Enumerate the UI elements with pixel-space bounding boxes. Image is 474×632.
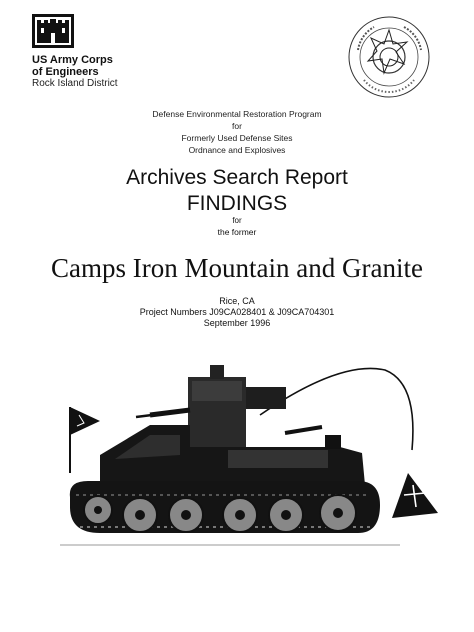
report-date: September 1996 (203, 318, 271, 328)
project-numbers: Project Numbers J09CA028401 & J09CA704301 (139, 307, 335, 317)
castle-icon (32, 14, 74, 48)
agency-name-line2: of Engineers (32, 66, 99, 78)
tank-icon (40, 355, 445, 555)
agency-block (32, 14, 142, 90)
program-line4: Ordnance and Explosives (188, 145, 286, 155)
location: Rice, CA (219, 296, 255, 306)
program-line1: Defense Environmental Restoration Program (152, 109, 322, 119)
site-name: Camps Iron Mountain and Granite (51, 253, 423, 283)
report-subtitle: FINDINGS (186, 192, 288, 215)
seal-icon (344, 12, 434, 102)
report-the-former: the former (217, 227, 257, 237)
report-for: for (232, 216, 242, 225)
program-line2: for (232, 121, 242, 131)
report-title: Archives Search Report (126, 166, 348, 189)
agency-name-line1: US Army Corps (32, 54, 113, 66)
agency-district: Rock Island District (32, 78, 118, 89)
program-line3: Formerly Used Defense Sites (181, 133, 293, 143)
